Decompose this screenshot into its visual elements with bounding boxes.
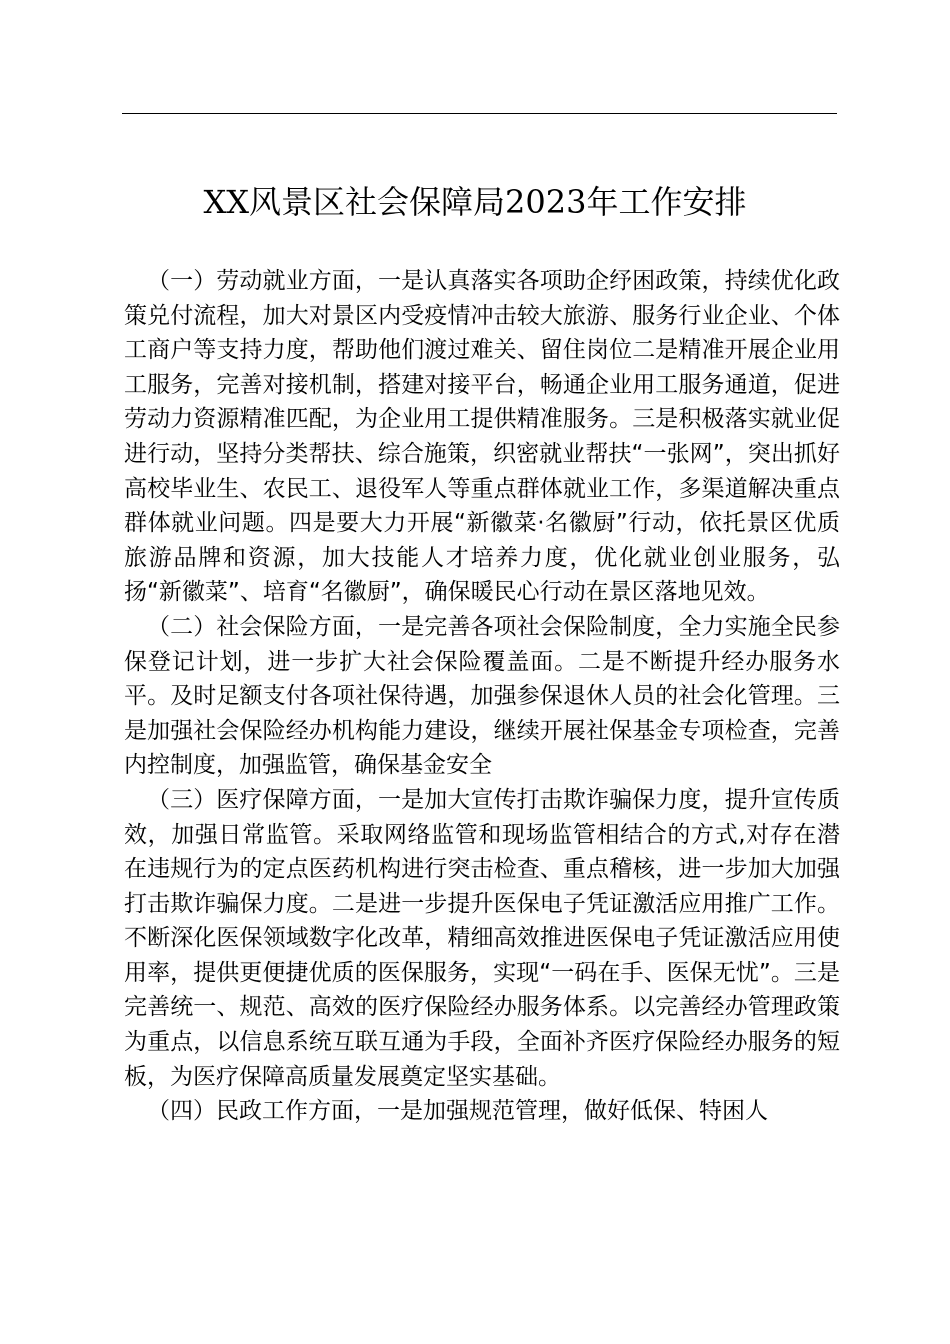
document-title: XX风景区社会保障局2023年工作安排 [203, 183, 747, 221]
document-body [124, 264, 840, 1129]
header-divider [122, 113, 837, 114]
paragraph-medical-security: （三）医疗保障方面，一是加大宣传打击欺诈骗保力度，提升宣传质效，加强日常监管。采取网络监管和现场监管相结合的方式,对存在潜在违规行为的定点医药机构进行突击检查、重点稽核，进一步加大加强打击欺诈骗保力度。二是进一步提升医保电子凭证激活应用推广工作。不断深化医保领域数字化改革，精细高效推进医保电子凭证激活应用使用率，提供更便捷优质的医保服务，实现“一码在手、医保无忧”。三是完善统一、规范、高效的医疗保险经办服务体系。以完善经办管理政策为重点，以信息系统互联互通为手段，全面补齐医疗保险经办服务的短板，为医疗保障高质量发展奠定坚实基础。 [124, 786, 840, 1090]
paragraph-civil-affairs: （四）民政工作方面，一是加强规范管理，做好低保、特困人 [147, 1098, 768, 1125]
paragraph-social-insurance: （二）社会保险方面，一是完善各项社会保险制度，全力实施全民参保登记计划，进一步扩大社会保险覆盖面。二是不断提升经办服务水平。及时足额支付各项社保待遇，加强参保退休人员的社会化管理。三是加强社会保险经办机构能力建设，继续开展社保基金专项检查，完善内控制度，加强监管，确保基金安全 [124, 613, 840, 779]
paragraph-employment: （一）劳动就业方面，一是认真落实各项助企纾困政策，持续优化政策兑付流程，加大对景区内受疫情冲击较大旅游、服务行业企业、个体工商户等支持力度，帮助他们渡过难关、留住岗位二是精准开展企业用工服务，完善对接机制，搭建对接平台，畅通企业用工服务通道，促进劳动力资源精准匹配，为企业用工提供精准服务。三是积极落实就业促进行动，坚持分类帮扶、综合施策，织密就业帮扶“一张网”，突出抓好高校毕业生、农民工、退役军人等重点群体就业工作，多渠道解决重点群体就业问题。四是要大力开展“新徽菜·名徽厨”行动，依托景区优质旅游品牌和资源，加大技能人才培养力度，优化就业创业服务，弘扬“新徽菜”、培育“名徽厨”，确保暖民心行动在景区落地见效。 [124, 268, 840, 606]
